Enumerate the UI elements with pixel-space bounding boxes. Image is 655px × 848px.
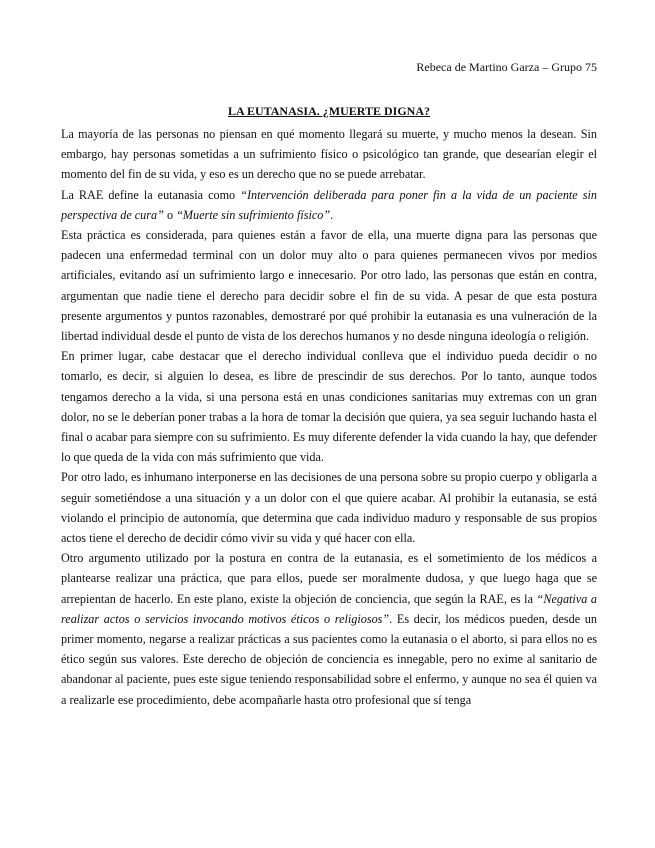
rae-objection-quote: “Negativa a realizar actos o servicios invocando motivos éticos o religiosos” xyxy=(61,591,597,626)
paragraph-argument-3 xyxy=(61,548,597,710)
document-body xyxy=(61,124,597,710)
paragraph-argument-2: Por otro lado, es inhumano interponerse en las decisiones de una persona sobre su propio cuerpo y obligarla a seguir sometiéndose a una situación y a un dolor con el que quiere acabar. Al prohibir la eutanasia, se está violando el principio de autonomía, que determina que cada individuo maduro y responsable de sus propios actos tiene el derecho de decidir cómo vivir su vida y qué hacer con ella. xyxy=(61,470,597,546)
paragraph-intro: La mayoría de las personas no piensan en qué momento llegará su muerte, y mucho menos la desean. Sin embargo, hay personas sometidas a un sufrimiento físico o psicológico tan grande, que desearían elegir el momento del fin de su vida, y eso es un derecho que no se puede arrebatar. xyxy=(61,127,597,182)
definition-end: . xyxy=(330,207,334,222)
definition-lead-text: La RAE define la eutanasia como xyxy=(61,187,241,202)
paragraph-definition xyxy=(61,185,597,225)
paragraph-argument-1: En primer lugar, cabe destacar que el derecho individual conlleva que el individuo pueda decidir o no tomarlo, es decir, si alguien lo desea, es libre de prescindir de sus derechos. Por lo tanto, aunque todos tengamos derecho a la vida, si una persona está en unas condiciones sanitarias muy extremas con un gran dolor, no se le deberían poner trabas a la hora de tomar la decisión que quiera, ya sea seguir luchando hasta el final o acabar para siempre con su sufrimiento. Es muy diferente defender la vida cuando la hay, que defender lo que queda de la vida con más sufrimiento que vida. xyxy=(61,349,597,465)
paragraph-thesis: Esta práctica es considerada, para quienes están a favor de ella, una muerte digna para las personas que padecen una enfermedad terminal con un dolor muy alto o para quienes permanecen vivos por medios artificiales, evitando así un sufrimiento largo e innecesario. Por otro lado, las personas que están en contra, argumentan que nadie tiene el derecho para decidir sobre el fin de su vida. A pesar de que esta postura presente argumentos y puntos razonables, demostraré por qué prohibir la eutanasia es una vulneración de la libertad individual desde el punto de vista de los derechos humanos y no desde ninguna ideología o religión. xyxy=(61,228,597,344)
rae-definition-quote-2: “Muerte sin sufrimiento físico” xyxy=(176,207,331,222)
objection-lead-text: Otro argumento utilizado por la postura en contra de la eutanasia, es el sometimiento de los médicos a plantearse realizar una práctica, que para ellos, puede ser moralmente dudosa, y que luego haga que se arrepientan de hacerlo. En este plano, existe la objeción de conciencia, que según la RAE, es la xyxy=(61,551,597,606)
author-header: Rebeca de Martino Garza – Grupo 75 xyxy=(416,60,597,74)
definition-connector: o xyxy=(163,207,177,222)
document-title: LA EUTANASIA. ¿MUERTE DIGNA? xyxy=(227,104,431,118)
rae-definition-quote-1: “Intervención deliberada para poner fin a la vida de un paciente sin perspectiva de cura” xyxy=(61,187,597,222)
objection-rest-text: . Es decir, los médicos pueden, desde un primer momento, negarse a realizar prácticas a sus pacientes como la eutanasia o el aborto, si para ellos no es ético según sus valores. Este derecho de objeción de conciencia es innegable, pero no exime al sanitario de abandonar al paciente, pues este sigue teniendo responsabilidad sobre el enfermo, y aunque no sea él quien va a realizarle ese procedimiento, debe acompañarle hasta otro profesional que sí tenga xyxy=(61,611,597,707)
